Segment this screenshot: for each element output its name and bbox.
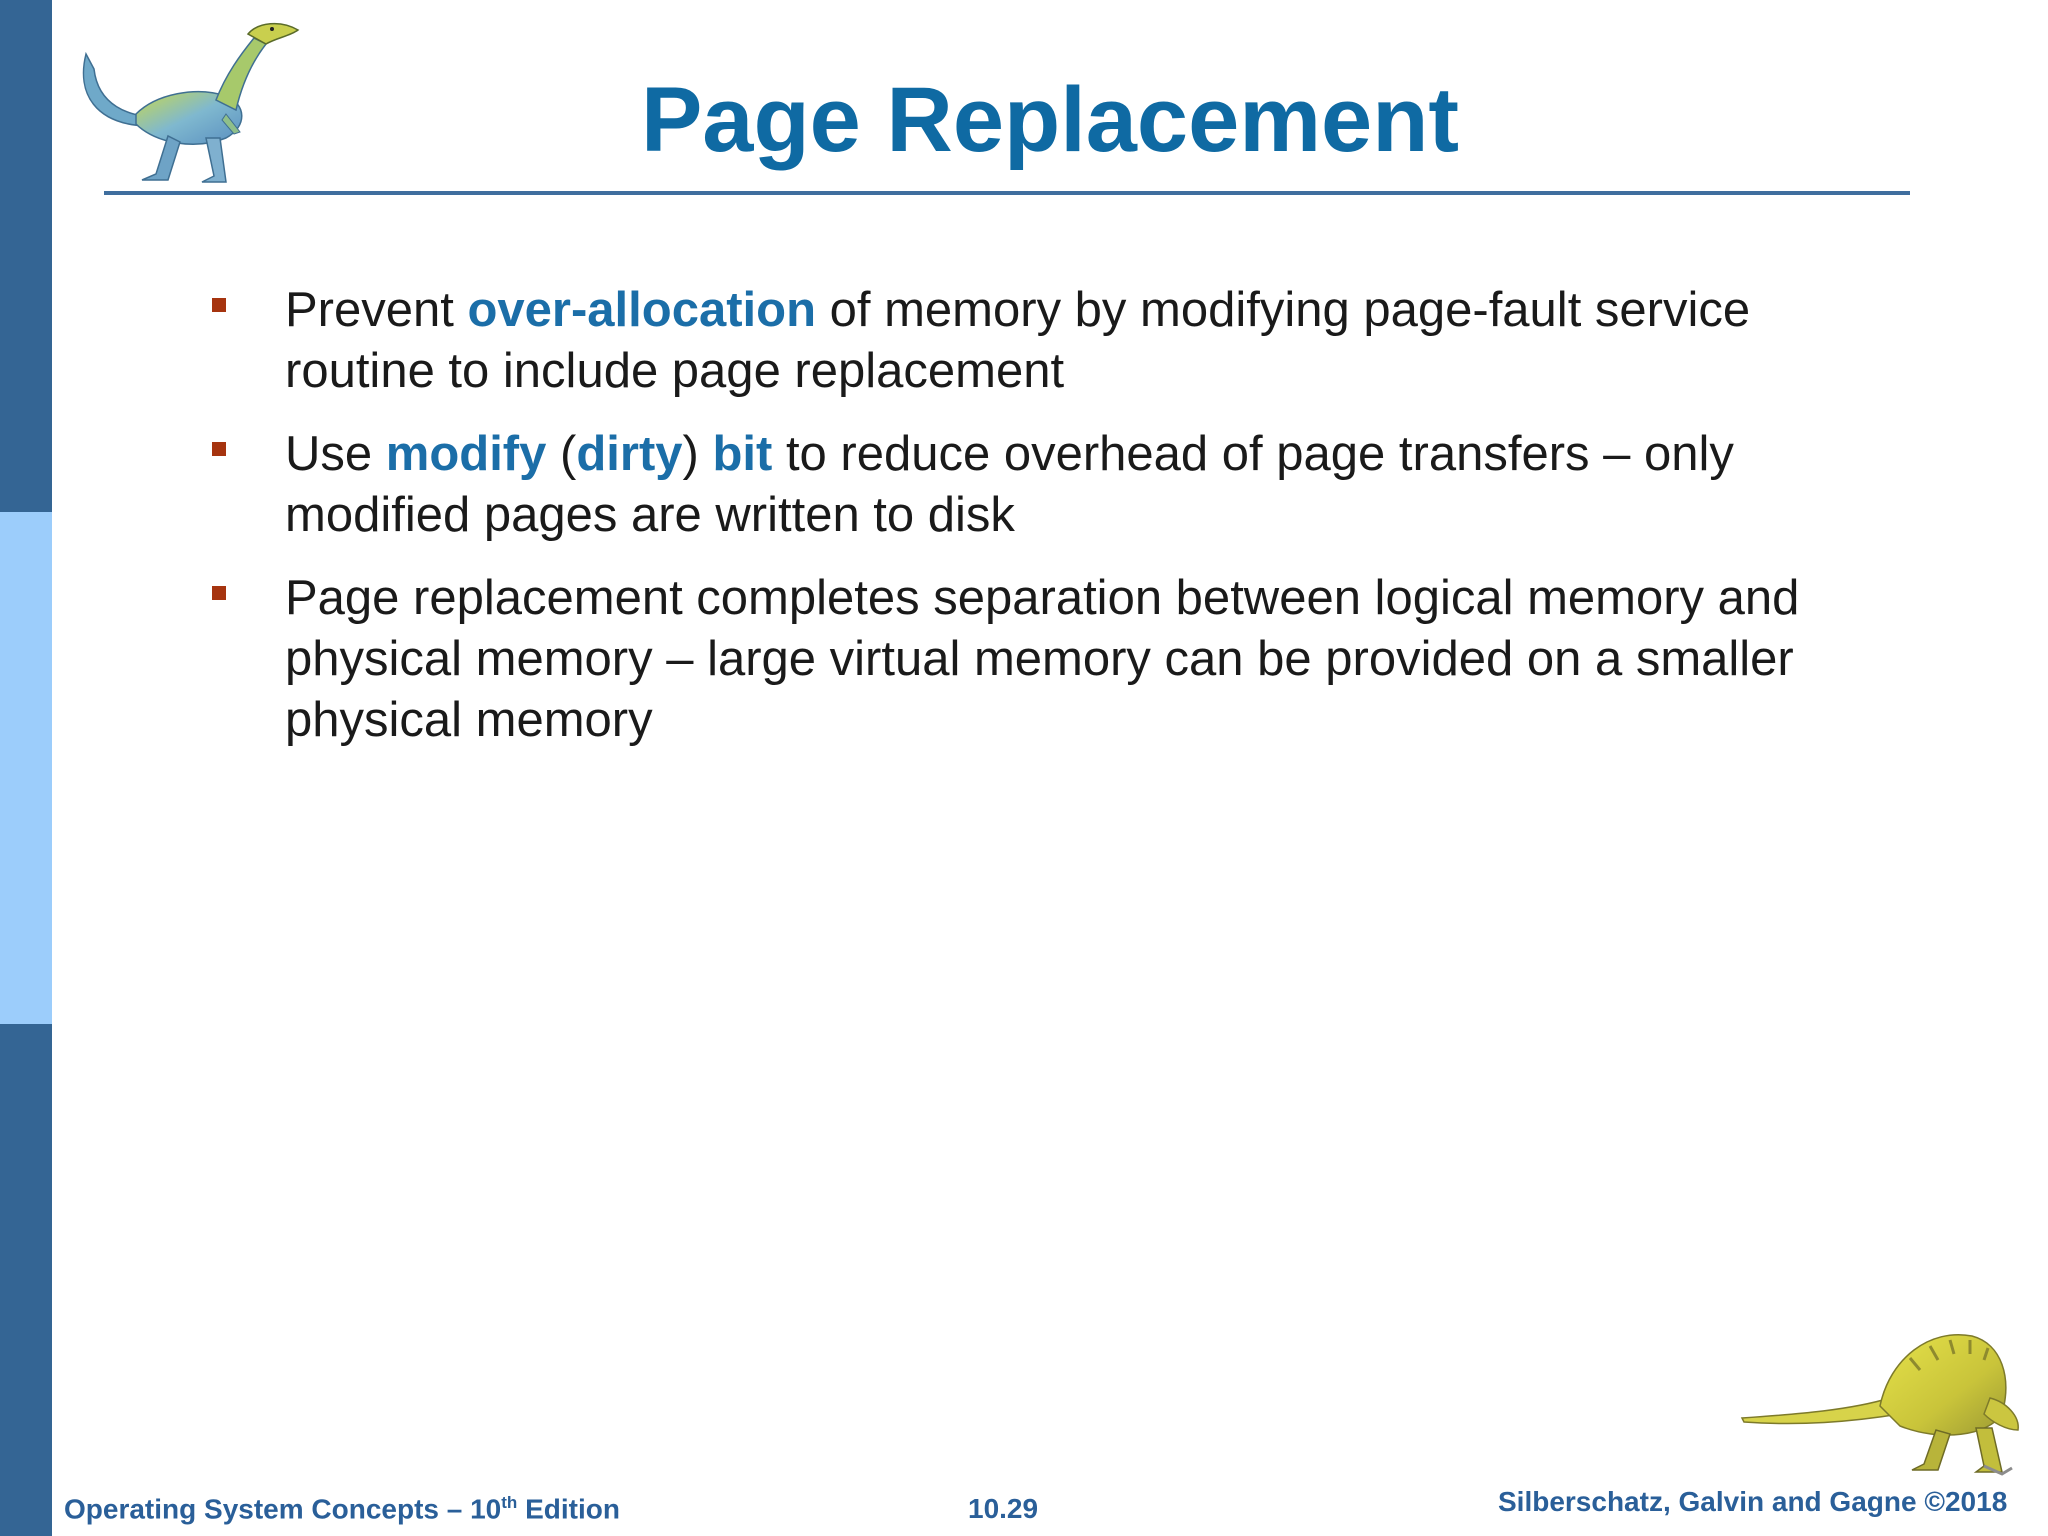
sidebar-band-top [0,0,52,512]
highlighted-term: bit [712,427,773,481]
footer-copyright: Silberschatz, Galvin and Gagne ©2018 [1498,1486,2008,1517]
bullet-text-segment: of memory by modifying page-fault service routine to include page replacement [285,283,1751,398]
dinosaur-icon [1740,1318,2025,1478]
sidebar-band-bottom [0,1024,52,1536]
bullet-text-segment: Use [285,427,386,481]
bullet-item [210,280,1900,402]
square-bullet-icon [212,586,226,600]
title-divider [104,191,1910,195]
bullet-text [285,571,1799,747]
footer-book-prefix: Operating System Concepts – 10 [64,1493,502,1525]
bullet-text-segment: ( [546,427,577,481]
footer-book-sup: th [501,1493,518,1512]
bullet-item [210,424,1900,546]
bullet-text-segment: ) [682,427,713,481]
highlighted-term: dirty [576,427,683,481]
footer-book-suffix: Edition [517,1493,620,1525]
bullet-text-segment: Prevent [285,283,468,337]
slide-title: Page Replacement [640,69,1460,171]
bullet-item [210,568,1900,751]
bullet-text [285,427,1734,542]
footer-book-title [64,1493,620,1525]
sidebar-band-middle [0,512,52,1024]
highlighted-term: modify [385,427,547,481]
bullet-text-segment: Page replacement completes separation between logical memory and physical memory – large virtual memory can be provided on a smaller physical memory [285,571,1800,747]
bullet-list [210,280,1900,773]
footer-page-number: 10.29 [968,1493,1039,1524]
highlighted-term: over-allocation [467,283,817,337]
square-bullet-icon [212,298,226,312]
bullet-text [285,283,1750,398]
bullet-text-segment: to reduce overhead of page transfers – only modified pages are written to disk [285,427,1734,542]
square-bullet-icon [212,442,226,456]
left-sidebar [0,0,52,1536]
